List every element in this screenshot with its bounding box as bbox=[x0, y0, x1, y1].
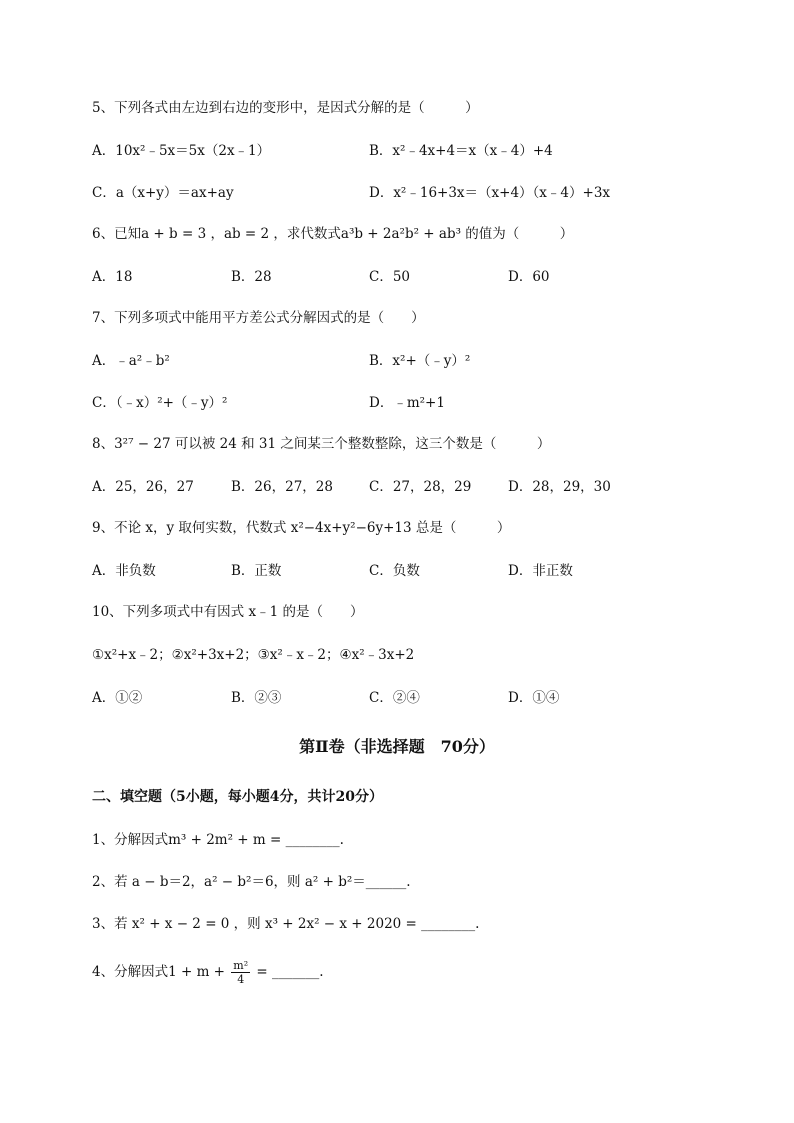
fraction-numerator: m² bbox=[233, 959, 249, 972]
question-6-option-a: A．18 bbox=[92, 269, 133, 285]
question-10-items: ①x²+x﹣2；②x²+3x+2；③x²﹣x﹣2；④x²﹣3x+2 bbox=[92, 647, 415, 663]
question-6-option-d: D．60 bbox=[508, 269, 550, 285]
question-8-option-b: B．26，27，28 bbox=[231, 479, 333, 495]
question-7-option-b: B．x²+（﹣y）² bbox=[369, 353, 471, 369]
question-8-option-c: C．27，28，29 bbox=[369, 479, 472, 495]
question-6-stem: 6、已知a + b = 3 ，ab = 2 ，求代数式a³b + 2a²b² + ab³ 的值为（ ） bbox=[92, 226, 574, 242]
question-10-option-c: C．②④ bbox=[369, 690, 420, 706]
fill-question-4-suffix: = _______. bbox=[252, 964, 324, 980]
fill-in-heading: 二、填空题（5小题，每小题4分，共计20分） bbox=[92, 789, 383, 805]
question-5-option-c: C．a（x+y）＝ax+ay bbox=[92, 185, 234, 201]
question-9-option-d: D．非正数 bbox=[508, 563, 573, 579]
question-7-option-c: C．（﹣x）²+（﹣y）² bbox=[92, 395, 228, 411]
question-9-option-b: B．正数 bbox=[231, 563, 282, 579]
question-10-stem: 10、下列多项式中有因式 x﹣1 的是（ ） bbox=[92, 604, 364, 620]
question-5-option-d: D．x²﹣16+3x＝（x+4）（x﹣4）+3x bbox=[369, 185, 611, 201]
fill-question-4-prefix: 4、分解因式1 + m + bbox=[92, 964, 230, 980]
question-6-option-c: C．50 bbox=[369, 269, 411, 285]
question-9-stem: 9、不论 x，y 取何实数，代数式 x²−4x+y²−6y+13 总是（ ） bbox=[92, 520, 511, 536]
section-2-title: 第Ⅱ卷（非选择题 70分） bbox=[299, 737, 495, 756]
question-5-option-a: A．10x²﹣5x＝5x（2x﹣1） bbox=[92, 143, 271, 159]
question-8-option-a: A．25，26，27 bbox=[92, 479, 194, 495]
question-6-option-b: B．28 bbox=[231, 269, 272, 285]
fill-question-2: 2、若 a − b＝2，a² − b²＝6，则 a² + b²＝______. bbox=[92, 874, 411, 890]
fill-question-1: 1、分解因式m³ + 2m² + m = ________. bbox=[92, 832, 344, 848]
fraction bbox=[231, 959, 250, 986]
question-7-option-a: A．﹣a²﹣b² bbox=[92, 353, 170, 369]
fill-question-3: 3、若 x² + x − 2 = 0 ，则 x³ + 2x² − x + 2020 = ________. bbox=[92, 916, 480, 932]
question-7-option-d: D．﹣m²+1 bbox=[369, 395, 445, 411]
question-8-stem: 8、3²⁷ − 27 可以被 24 和 31 之间某三个整数整除，这三个数是（ ） bbox=[92, 436, 551, 452]
question-8-option-d: D．28，29，30 bbox=[508, 479, 611, 495]
fill-question-4 bbox=[92, 958, 324, 986]
question-5-option-b: B．x²﹣4x+4＝x（x﹣4）+4 bbox=[369, 143, 553, 159]
question-7-stem: 7、下列多项式中能用平方差公式分解因式的是（ ） bbox=[92, 310, 425, 326]
question-5-stem: 5、下列各式由左边到右边的变形中，是因式分解的是（ ） bbox=[92, 100, 479, 116]
question-9-option-a: A．非负数 bbox=[92, 563, 156, 579]
question-10-option-b: B．②③ bbox=[231, 690, 282, 706]
question-10-option-d: D．①④ bbox=[508, 690, 560, 706]
fraction-denominator: 4 bbox=[237, 973, 245, 986]
question-9-option-c: C．负数 bbox=[369, 563, 420, 579]
question-10-option-a: A．①② bbox=[92, 690, 143, 706]
